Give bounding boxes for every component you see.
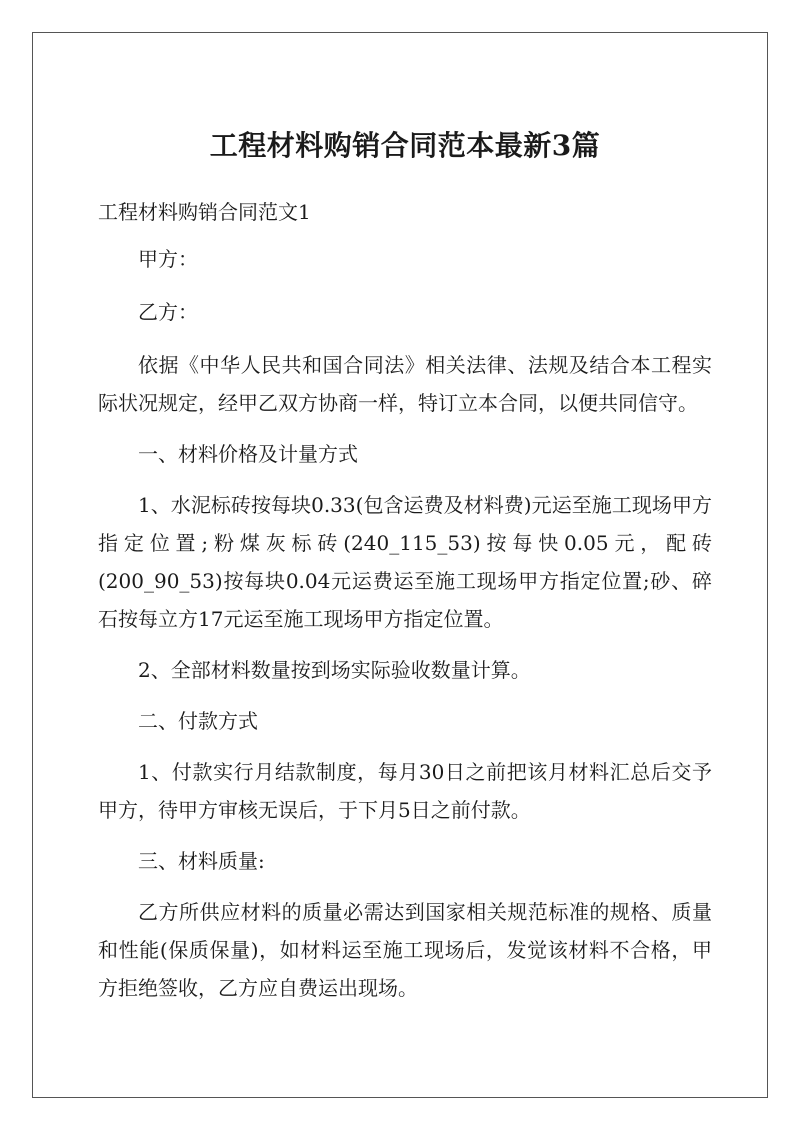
section-2-item-1: 1、付款实行月结款制度，每月30日之前把该月材料汇总后交予甲方，待甲方审核无误后，于下月5日之前付款。 [98, 760, 712, 822]
section-2-heading: 二、付款方式 [138, 709, 258, 733]
section-3-heading: 三、材料质量: [138, 849, 265, 873]
section-1-item-2: 2、全部材料数量按到场实际验收数量计算。 [138, 658, 531, 682]
party-a-line: 甲方： [138, 247, 198, 271]
section-3-paragraph: 乙方所供应材料的质量必需达到国家相关规范标准的规格、质量和性能(保质保量)，如材料运至施工现场后，发觉该材料不合格，甲方拒绝签收，乙方应自费运出现场。 [98, 900, 712, 1000]
document-subtitle: 工程材料购销合同范文1 [98, 200, 311, 224]
document-body [98, 120, 712, 1007]
section-1-item-1: 1、水泥标砖按每块0.33(包含运费及材料费)元运至施工现场甲方指定位置;粉煤灰标砖(240_115_53)按每快0.05元，配砖(200_90_53)按每块0.04元运费运至施工现场甲方指定位置;砂、碎石按每立方17元运至施工现场甲方指定位置。 [98, 493, 712, 631]
page-title: 工程材料购销合同范本最新3篇 [209, 129, 601, 162]
intro-paragraph: 依据《中华人民共和国合同法》相关法律、法规及结合本工程实际状况规定，经甲乙双方协商一样，特订立本合同，以便共同信守。 [98, 353, 712, 415]
section-1-heading: 一、材料价格及计量方式 [138, 442, 358, 466]
party-b-line: 乙方： [138, 300, 198, 324]
